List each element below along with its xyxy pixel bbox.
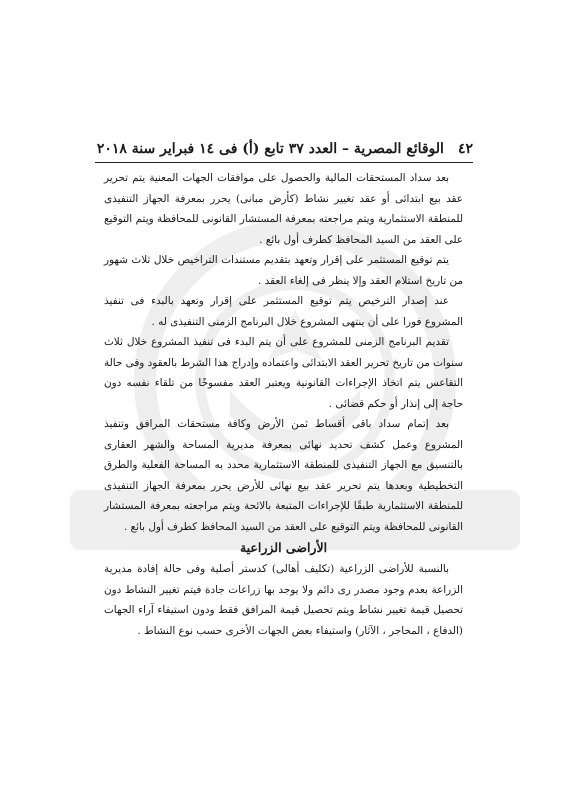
page-number: ٤٢	[457, 141, 473, 157]
section-heading: الأراضى الزراعية	[239, 540, 328, 555]
paragraph: عند إصدار الترخيص يتم توقيع المستثمر على إقرار وتعهد بالبدء فى تنفيذ المشروع فورا على أن ينتهى المشروع خلال البرنامج الزمنى التنفيذى له .	[104, 295, 463, 328]
paragraph: بعد سداد المستحقات المالية والحصول على موافقات الجهات المعنية يتم تحرير عقد بيع ابتدائى أو عقد تغيير نشاط (كأرض مبانى) يحرر بمعرفة الجهاز التنفيذى للمنطقة الاستثمارية ويتم مراجعته بمعرفة المستشار القانونى للمحافظة ويتم التوقيع على العقد من السيد المحافظ كطرف أول بائع .	[104, 172, 463, 246]
gazette-title: الوقائع المصرية – العدد ٣٧ تابع (أ) فى ١٤ فبراير سنة ٢٠١٨	[96, 141, 444, 157]
paragraph: تقديم البرنامج الزمنى للمشروع على أن يتم البدء فى تنفيذ المشروع خلال ثلاث سنوات من تاريخ تحرير العقد الابتدائى واعتماده وإدراج هذا الشرط بالعقود وفى حالة التقاعس يتم اتخاذ الإجراءات القانونية ويعتبر العقد مفسوخًا من تلقاء نفسه دون حاجة إلى إنذار أو حكم قضائى .	[104, 336, 463, 410]
paragraph: بعد إتمام سداد باقى أقساط ثمن الأرض وكافة مستحقات المرافق وتنفيذ المشروع وعمل كشف تحديد نهائى بمعرفة مديرية المساحة والشهر العقارى بالتنسيق مع الجهاز التنفيذى للمنطقة الاستثمارية محدد به المساحة الفعلية والطرق التخطيطية وبعدها يتم تحرير عقد بيع نهائى للأرض يحرر بمعرفة الجهاز التنفيذى للمنطقة الاستثمارية طبقًا للإجراءات المتبعة بالائحة ويتم مراجعته بمعرفة المستشار القانونى للمحافظة ويتم التوقيع على العقد من السيد المحافظ كطرف أول بائع .	[104, 418, 463, 533]
paragraph: بالنسبة للأراضى الزراعية (تكليف أهالى) كدستر أصلية وفى حالة إفادة مديرية الزراعة بعدم وجود مصدر رى دائم ولا يوجد بها زراعات جادة فيتم تغيير النشاط دون تحصيل قيمة تغيير نشاط ويتم تحصيل قيمة المرافق فقط ودون استيفاء آراء الجهات (الدفاع ، المحاجر ، الآثار) واستيفاء بعض الجهات الأخرى حسب نوع النشاط .	[104, 563, 463, 637]
paragraph: يتم توقيع المستثمر على إقرار وتعهد بتقديم مستندات التراخيص خلال ثلاث شهور من تاريخ استلام العقد وإلا ينظر فى إلغاء العقد .	[104, 254, 463, 287]
page-body	[104, 168, 463, 641]
page-header	[95, 138, 473, 160]
header-rule	[95, 162, 473, 163]
